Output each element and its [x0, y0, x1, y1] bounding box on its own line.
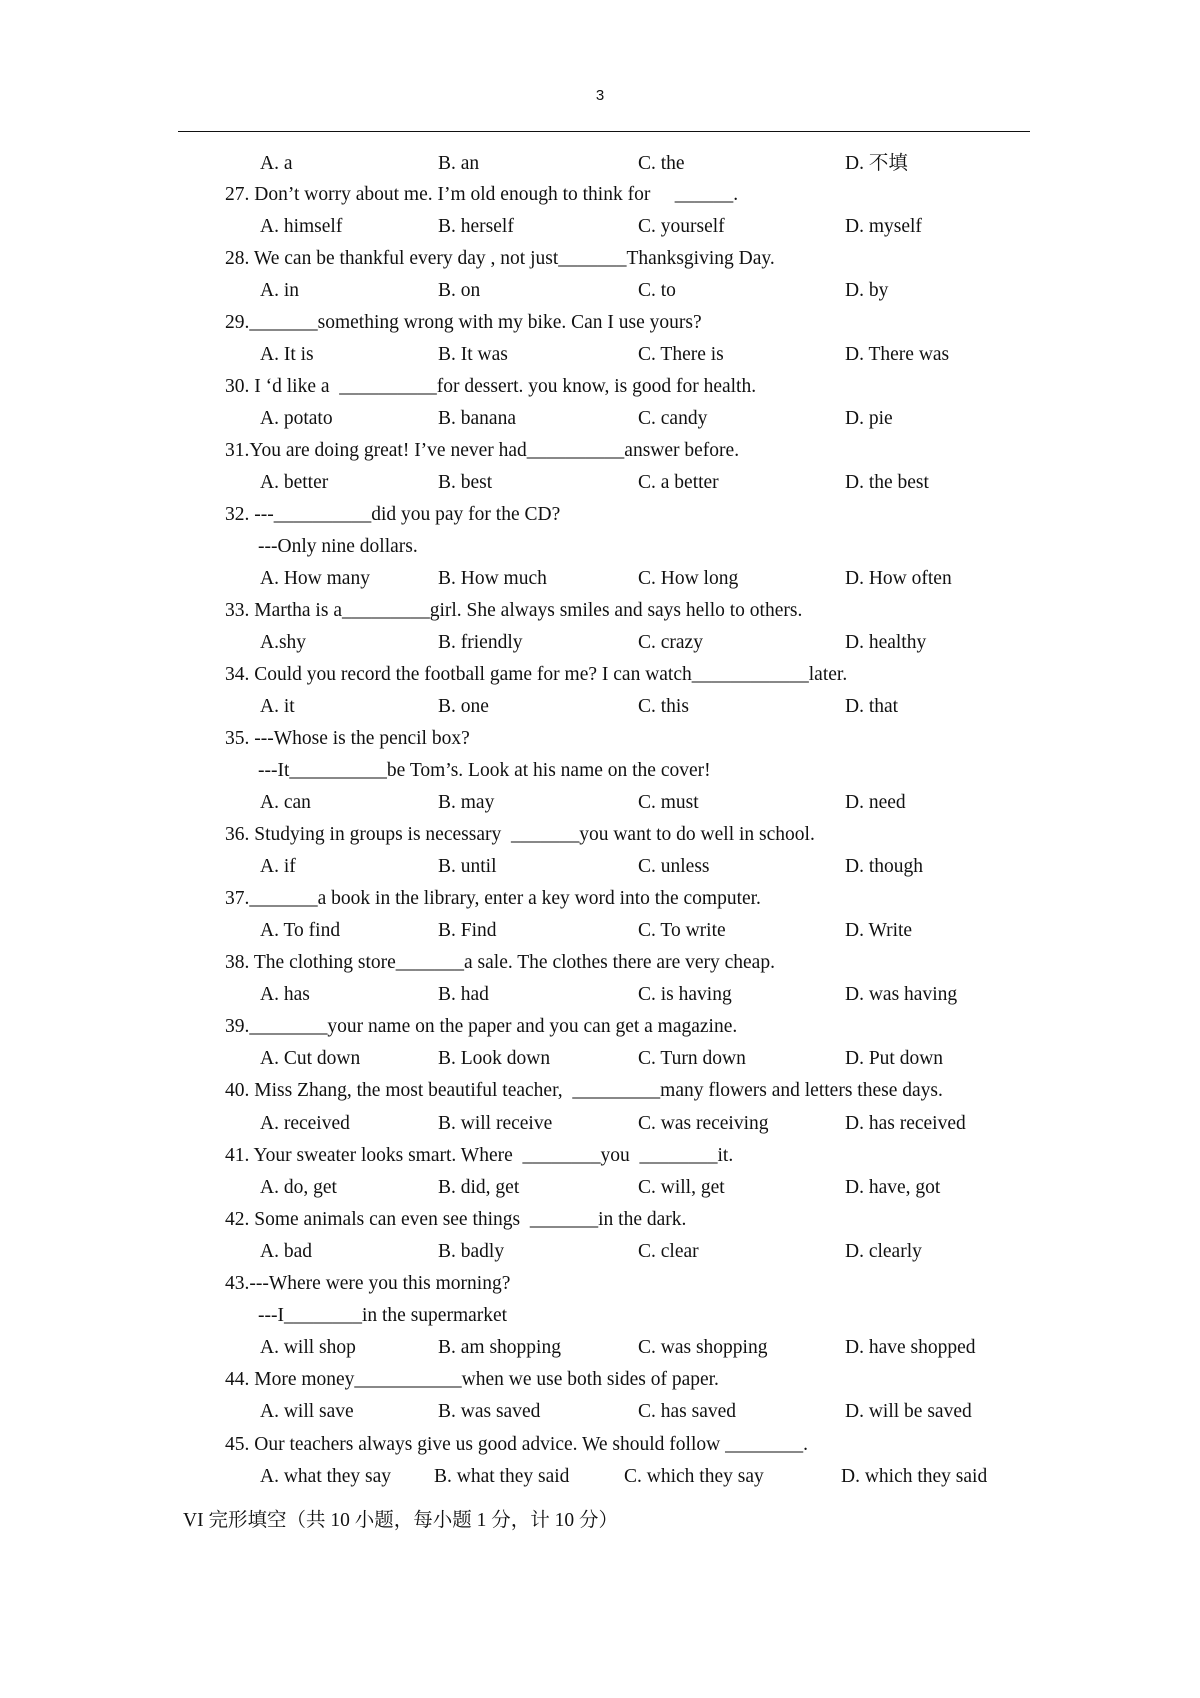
question-stem: 43.---Where were you this morning?: [225, 1273, 511, 1294]
option-a: A. do, get: [260, 1177, 337, 1198]
option-d: D. 不填: [845, 153, 908, 174]
question-stem: 39.________your name on the paper and you can get a magazine.: [225, 1016, 738, 1037]
option-c: C. a better: [638, 472, 719, 493]
option-d: D. which they said: [841, 1466, 988, 1487]
question-stem: 31.You are doing great! I’ve never had__________answer before.: [225, 440, 740, 461]
option-c: C. the: [638, 153, 685, 174]
option-a: A. received: [260, 1113, 350, 1134]
option-d: D. healthy: [845, 632, 927, 653]
option-b: B. Look down: [438, 1048, 551, 1069]
option-b: B. may: [438, 792, 495, 813]
option-a: A. will save: [260, 1401, 354, 1422]
question-stem: 36. Studying in groups is necessary _______you want to do well in school.: [225, 824, 815, 845]
question-stem: 27. Don’t worry about me. I’m old enough to think for ______.: [225, 184, 739, 205]
option-d: D. will be saved: [845, 1401, 972, 1422]
option-d: D. Put down: [845, 1048, 944, 1069]
option-d: D. clearly: [845, 1241, 922, 1262]
option-a: A. better: [260, 472, 329, 493]
option-c: C. To write: [638, 920, 726, 941]
option-c: C. candy: [638, 408, 708, 429]
option-c: C. must: [638, 792, 699, 813]
option-a: A. himself: [260, 216, 343, 237]
question-stem: 29._______something wrong with my bike. Can I use yours?: [225, 312, 702, 333]
option-b: B. How much: [438, 568, 547, 589]
option-c: C. yourself: [638, 216, 725, 237]
option-b: B. herself: [438, 216, 514, 237]
option-c: C. will, get: [638, 1177, 725, 1198]
question-stem: 30. I ‘d like a __________for dessert. you know, is good for health.: [225, 376, 757, 397]
option-a: A. has: [260, 984, 310, 1005]
question-stem: 33. Martha is a_________girl. She always smiles and says hello to others.: [225, 600, 803, 621]
option-d: D. by: [845, 280, 889, 301]
option-b: B. best: [438, 472, 493, 493]
option-c: C. unless: [638, 856, 710, 877]
option-d: D. How often: [845, 568, 952, 589]
option-a: A. potato: [260, 408, 333, 429]
option-c: C. was shopping: [638, 1337, 768, 1358]
question-stem: 44. More money___________when we use both sides of paper.: [225, 1369, 719, 1390]
question-stem: 32. ---__________did you pay for the CD?: [225, 504, 561, 525]
option-c: C. was receiving: [638, 1113, 769, 1134]
option-a: A. To find: [260, 920, 341, 941]
option-a: A. if: [260, 856, 296, 877]
option-d: D. There was: [845, 344, 950, 365]
question-stem: 42. Some animals can even see things _______in the dark.: [225, 1209, 687, 1230]
question-stem-reply: ---I________in the supermarket: [258, 1305, 508, 1326]
section-heading: VI 完形填空（共 10 小题，每小题 1 分，计 10 分）: [183, 1510, 618, 1531]
option-b: B. banana: [438, 408, 516, 429]
option-a: A. it: [260, 696, 295, 717]
option-c: C. to: [638, 280, 676, 301]
option-a: A. Cut down: [260, 1048, 361, 1069]
option-c: C. crazy: [638, 632, 703, 653]
option-d: D. Write: [845, 920, 913, 941]
option-b: B. what they said: [434, 1466, 570, 1487]
question-stem: 35. ---Whose is the pencil box?: [225, 728, 470, 749]
option-a: A.shy: [260, 632, 307, 653]
option-c: C. is having: [638, 984, 732, 1005]
option-c: C. has saved: [638, 1401, 737, 1422]
option-a: A. a: [260, 153, 293, 174]
option-b: B. will receive: [438, 1113, 553, 1134]
option-b: B. It was: [438, 344, 508, 365]
option-d: D. that: [845, 696, 899, 717]
option-a: A. what they say: [260, 1466, 392, 1487]
option-b: B. badly: [438, 1241, 505, 1262]
option-b: B. had: [438, 984, 489, 1005]
option-c: C. which they say: [624, 1466, 764, 1487]
option-c: C. clear: [638, 1241, 699, 1262]
option-a: A. will shop: [260, 1337, 356, 1358]
question-stem: 28. We can be thankful every day , not just_______Thanksgiving Day.: [225, 248, 775, 269]
option-b: B. an: [438, 153, 480, 174]
option-d: D. the best: [845, 472, 929, 493]
option-d: D. myself: [845, 216, 922, 237]
option-b: B. was saved: [438, 1401, 541, 1422]
option-a: A. in: [260, 280, 299, 301]
question-stem: 34. Could you record the football game for me? I can watch____________later.: [225, 664, 848, 685]
option-c: C. Turn down: [638, 1048, 746, 1069]
question-stem-reply: ---It__________be Tom’s. Look at his name on the cover!: [258, 760, 711, 781]
question-stem: 37._______a book in the library, enter a key word into the computer.: [225, 888, 761, 909]
page-number: 3: [595, 87, 605, 104]
option-d: D. though: [845, 856, 923, 877]
header-rule: [178, 131, 1030, 132]
question-stem-reply: ---Only nine dollars.: [258, 536, 418, 557]
option-d: D. was having: [845, 984, 958, 1005]
option-d: D. pie: [845, 408, 893, 429]
option-b: B. until: [438, 856, 497, 877]
option-d: D. have, got: [845, 1177, 941, 1198]
question-stem: 45. Our teachers always give us good advice. We should follow ________.: [225, 1434, 808, 1455]
option-a: A. bad: [260, 1241, 312, 1262]
option-b: B. did, get: [438, 1177, 520, 1198]
option-b: B. Find: [438, 920, 497, 941]
option-d: D. have shopped: [845, 1337, 976, 1358]
option-b: B. one: [438, 696, 489, 717]
question-stem: 40. Miss Zhang, the most beautiful teacher, _________many flowers and letters these days.: [225, 1080, 943, 1101]
option-a: A. can: [260, 792, 311, 813]
option-b: B. friendly: [438, 632, 523, 653]
option-c: C. There is: [638, 344, 724, 365]
option-c: C. How long: [638, 568, 739, 589]
option-b: B. am shopping: [438, 1337, 561, 1358]
option-a: A. It is: [260, 344, 314, 365]
option-d: D. has received: [845, 1113, 966, 1134]
question-stem: 38. The clothing store_______a sale. The clothes there are very cheap.: [225, 952, 775, 973]
option-d: D. need: [845, 792, 906, 813]
question-stem: 41. Your sweater looks smart. Where ________you ________it.: [225, 1145, 734, 1166]
option-c: C. this: [638, 696, 689, 717]
option-b: B. on: [438, 280, 481, 301]
option-a: A. How many: [260, 568, 370, 589]
